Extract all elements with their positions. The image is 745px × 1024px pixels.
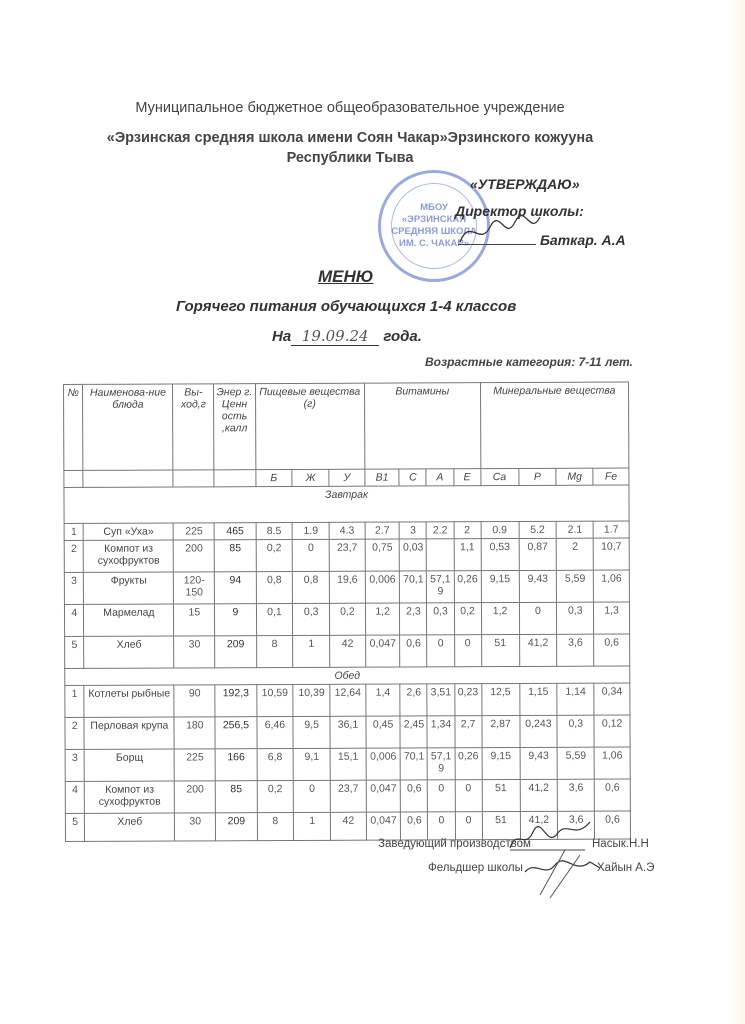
cell-mg: 2.1 <box>556 521 593 538</box>
cell-protein: 0,8 <box>256 571 293 603</box>
col-num-header: № <box>64 384 84 470</box>
cell-a: 2.2 <box>427 522 454 539</box>
subheader-fe: Fe <box>593 468 629 485</box>
date-value: 19.09.24 <box>291 327 379 346</box>
cell-mg: 5,59 <box>557 747 594 779</box>
cell-a: 0 <box>428 812 455 840</box>
col-vitamins-header: Витамины <box>364 383 480 470</box>
cell-protein: 6,46 <box>256 716 293 748</box>
section-row <box>64 485 629 523</box>
cell-c: 70,1 <box>401 748 428 780</box>
cell-p: 9,43 <box>519 570 557 602</box>
cell-carbs: 42 <box>330 635 366 667</box>
cell-c: 0,6 <box>401 812 428 840</box>
menu-date <box>272 327 422 346</box>
table-row <box>64 538 629 572</box>
cell-a: 3,51 <box>427 684 454 716</box>
cell-fe: 1.7 <box>593 521 629 538</box>
cell-carbs: 23,7 <box>329 539 365 571</box>
cell-dish-name: Суп «Уха» <box>84 523 174 540</box>
cell-fat: 10,39 <box>293 684 330 716</box>
date-prefix: На <box>272 328 292 345</box>
cell-energy: 94 <box>215 572 256 604</box>
subheader-empty <box>173 470 214 487</box>
cell-energy: 192,3 <box>215 685 256 717</box>
cell-yield: 180 <box>174 717 215 749</box>
cell-yield: 30 <box>174 636 215 668</box>
cell-num: 4 <box>64 604 84 636</box>
cell-protein: 8 <box>256 635 293 667</box>
cell-mg: 1,14 <box>557 683 594 715</box>
cell-b1: 1,4 <box>366 684 401 716</box>
cell-b1: 2.7 <box>365 522 400 539</box>
table-row <box>64 602 629 636</box>
subheader-empty <box>64 470 84 487</box>
cell-dish-name: Борщ <box>85 749 175 781</box>
menu-table <box>63 382 631 842</box>
medic-name: Хайын А.Э <box>597 862 655 874</box>
cell-carbs: 0,2 <box>330 603 366 635</box>
subheader-fat: Ж <box>292 469 329 486</box>
cell-energy: 166 <box>215 749 256 781</box>
subheader-p: P <box>518 468 556 485</box>
cell-num: 2 <box>65 717 85 749</box>
cell-num: 4 <box>65 781 85 813</box>
cell-mg: 0,3 <box>557 715 594 747</box>
cell-p: 9,43 <box>520 747 558 779</box>
cell-p: 1,15 <box>519 683 557 715</box>
cell-p: 5.2 <box>519 521 557 538</box>
cell-fe: 0,12 <box>594 715 630 747</box>
cell-yield: 200 <box>173 540 214 572</box>
cell-ca: 0,53 <box>481 539 519 571</box>
cell-energy: 85 <box>215 540 256 572</box>
cell-a: 1,34 <box>427 716 454 748</box>
cell-num: 5 <box>65 636 85 668</box>
cell-energy: 209 <box>216 813 257 841</box>
cell-yield: 225 <box>173 523 214 540</box>
cell-fe: 0,6 <box>594 779 630 811</box>
cell-b1: 0,45 <box>366 716 401 748</box>
cell-fat: 0,3 <box>293 603 330 635</box>
cell-num: 2 <box>64 540 84 572</box>
age-category: Возрастные категория: 7-11 лет. <box>425 355 633 369</box>
director-name: Баткар. А.А <box>540 232 626 248</box>
cell-a: 0 <box>428 780 455 812</box>
menu-title: МЕНЮ <box>318 267 374 286</box>
stamp-line2: «ЭРЗИНСКАЯ <box>401 214 467 225</box>
cell-e: 2 <box>454 522 481 539</box>
cell-a <box>427 539 454 571</box>
cell-e: 0,26 <box>454 571 481 603</box>
cell-e: 0,2 <box>454 603 481 635</box>
cell-b1: 0,047 <box>365 635 400 667</box>
cell-carbs: 4.3 <box>329 522 365 539</box>
cell-protein: 0,1 <box>256 603 293 635</box>
col-yield-header: Вы-ход,г <box>173 384 214 470</box>
cell-p: 0,243 <box>519 715 557 747</box>
col-nutrients-header: Пищевые вещества (г) <box>255 383 365 469</box>
cell-fat: 9,5 <box>293 716 330 748</box>
cell-ca: 51 <box>482 812 520 840</box>
cell-fe: 0,6 <box>595 811 631 839</box>
subheader-ca: Ca <box>480 469 518 486</box>
section-title: Обед <box>65 666 630 685</box>
cell-mg: 5,59 <box>557 570 594 602</box>
cell-yield: 30 <box>175 813 216 841</box>
cell-protein: 8.5 <box>256 523 293 540</box>
cell-num: 1 <box>65 685 85 717</box>
menu-subtitle: Горячего питания обучающихся 1-4 классов <box>176 298 517 315</box>
cell-carbs: 23,7 <box>330 780 366 812</box>
cell-a: 57,19 <box>428 748 455 780</box>
cell-num: 1 <box>64 523 84 540</box>
cell-energy: 209 <box>215 636 256 668</box>
cell-carbs: 36,1 <box>330 716 366 748</box>
cell-dish-name: Мармелад <box>84 604 174 636</box>
cell-c: 0,03 <box>400 539 427 571</box>
cell-e: 0 <box>454 635 481 667</box>
cell-b1: 0,006 <box>366 748 401 780</box>
cell-p: 41,2 <box>520 779 558 811</box>
subheader-b1: B1 <box>365 469 400 486</box>
cell-c: 0,6 <box>401 780 428 812</box>
cell-ca: 12,5 <box>481 684 519 716</box>
cell-fat: 1.9 <box>292 522 329 539</box>
cell-fat: 1 <box>294 812 331 840</box>
approval-label: «УТВЕРЖДАЮ» <box>470 176 580 192</box>
cell-fat: 0 <box>292 539 329 571</box>
cell-b1: 1,2 <box>365 603 400 635</box>
table-row <box>65 634 630 668</box>
cell-ca: 0.9 <box>481 522 519 539</box>
cell-fe: 1,06 <box>593 570 629 602</box>
cell-e: 2,7 <box>454 716 481 748</box>
subheader-c: C <box>399 469 426 486</box>
cell-ca: 9,15 <box>481 571 519 603</box>
cell-energy: 85 <box>216 781 257 813</box>
cell-protein: 10,59 <box>256 684 293 716</box>
col-name-header: Наименова-ние блюда <box>83 384 173 470</box>
cell-dish-name: Хлеб <box>84 636 174 668</box>
col-minerals-header: Минеральные вещества <box>480 382 629 469</box>
cell-dish-name: Компот из сухофруктов <box>84 540 174 572</box>
cell-p: 41,2 <box>519 634 557 666</box>
cell-mg: 0,3 <box>557 602 594 634</box>
medic-label: Фельдшер школы <box>428 862 523 874</box>
cell-num: 3 <box>65 749 85 781</box>
cell-b1: 0,047 <box>366 780 401 812</box>
cell-protein: 0,2 <box>257 780 294 812</box>
table-row <box>65 747 630 781</box>
subheader-e: E <box>453 469 480 486</box>
cell-e: 1,1 <box>454 539 481 571</box>
cell-fe: 0,34 <box>594 683 630 715</box>
production-head-label: Заведующий производством <box>378 838 531 850</box>
cell-fe: 1,3 <box>594 602 630 634</box>
cell-carbs: 12,64 <box>330 684 366 716</box>
cell-b1: 0,75 <box>365 539 400 571</box>
cell-fat: 0,8 <box>293 571 330 603</box>
cell-mg: 3,6 <box>558 811 595 839</box>
scan-edge <box>727 0 745 1024</box>
cell-yield: 120-150 <box>174 572 215 604</box>
table-body <box>64 485 631 841</box>
cell-c: 2,45 <box>400 716 427 748</box>
cell-energy: 9 <box>215 604 256 636</box>
cell-e: 0 <box>455 780 482 812</box>
cell-p: 0 <box>519 602 557 634</box>
production-head-name: Насык.Н.Н <box>592 838 649 850</box>
date-suffix: года. <box>383 328 422 345</box>
stamp-line4: ИМ. С. ЧАКАР» <box>399 238 469 249</box>
cell-yield: 225 <box>174 749 215 781</box>
cell-fe: 0,6 <box>594 634 630 666</box>
cell-b1: 0,047 <box>366 812 401 840</box>
cell-ca: 2,87 <box>482 716 520 748</box>
director-signature-icon <box>455 212 545 252</box>
cell-yield: 90 <box>174 685 215 717</box>
cell-ca: 51 <box>482 780 520 812</box>
table-row <box>64 570 629 604</box>
cell-ca: 51 <box>481 635 519 667</box>
org-name-line3: Республики Тыва <box>286 150 414 166</box>
cell-dish-name: Перловая крупа <box>84 717 174 749</box>
cell-carbs: 19,6 <box>329 571 365 603</box>
section-title: Завтрак <box>64 485 629 523</box>
cell-mg: 3,6 <box>557 634 594 666</box>
cell-e: 0 <box>455 812 482 840</box>
cell-dish-name: Котлеты рыбные <box>84 685 174 717</box>
subheader-empty <box>214 470 255 487</box>
cell-num: 5 <box>65 813 85 841</box>
cell-p: 41,2 <box>520 811 558 839</box>
cell-ca: 9,15 <box>482 748 520 780</box>
cell-protein: 6,8 <box>257 748 294 780</box>
subheader-carbs: У <box>329 469 365 486</box>
table-row <box>65 715 630 749</box>
cell-e: 0,26 <box>455 748 482 780</box>
cell-e: 0,23 <box>454 684 481 716</box>
table-row <box>65 779 630 813</box>
cell-dish-name: Хлеб <box>85 813 175 841</box>
cell-mg: 3,6 <box>558 779 595 811</box>
cell-dish-name: Фрукты <box>84 572 174 604</box>
cell-a: 57,19 <box>427 571 454 603</box>
table-header-row <box>64 382 629 470</box>
stamp-line1: МБОУ <box>420 202 448 213</box>
org-name-line2: «Эрзинская средняя школа имени Соян Чакар»Эрзинского кожууна <box>106 130 594 146</box>
cell-fat: 9,1 <box>293 748 330 780</box>
cell-yield: 200 <box>175 781 216 813</box>
cell-c: 2,6 <box>400 684 427 716</box>
cell-yield: 15 <box>174 604 215 636</box>
cell-b1: 0,006 <box>365 571 400 603</box>
cell-c: 3 <box>400 522 427 539</box>
cell-energy: 465 <box>215 523 256 540</box>
subheader-mg: Mg <box>556 468 593 485</box>
subheader-a: A <box>426 469 453 486</box>
cell-dish-name: Компот из сухофруктов <box>85 781 175 813</box>
cell-c: 70,1 <box>400 571 427 603</box>
org-name-line1: Муниципальное бюджетное общеобразовательное учреждение <box>135 100 565 116</box>
cell-energy: 256,5 <box>215 717 256 749</box>
col-energy-header: Энер г. Ценн ость ,калл <box>214 384 255 470</box>
cell-mg: 2 <box>557 538 594 570</box>
cell-a: 0,3 <box>427 603 454 635</box>
cell-protein: 0,2 <box>256 540 293 572</box>
cell-ca: 1,2 <box>481 603 519 635</box>
cell-c: 2,3 <box>400 603 427 635</box>
cell-fat: 0 <box>294 780 331 812</box>
cell-fat: 1 <box>293 635 330 667</box>
approval-position: Директор школы: <box>455 203 584 219</box>
subheader-empty <box>83 470 173 487</box>
table-row <box>65 683 630 717</box>
cell-c: 0,6 <box>400 635 427 667</box>
cell-p: 0,87 <box>519 538 557 570</box>
cell-carbs: 15,1 <box>330 748 366 780</box>
cell-fe: 10,7 <box>593 538 629 570</box>
cell-protein: 8 <box>257 812 294 840</box>
stamp-line3: СРЕДНЯЯ ШКОЛА <box>391 226 477 237</box>
subheader-protein: Б <box>255 470 292 487</box>
cell-a: 0 <box>427 635 454 667</box>
cell-fe: 1,06 <box>594 747 630 779</box>
cell-num: 3 <box>64 572 84 604</box>
cell-carbs: 42 <box>330 812 366 840</box>
